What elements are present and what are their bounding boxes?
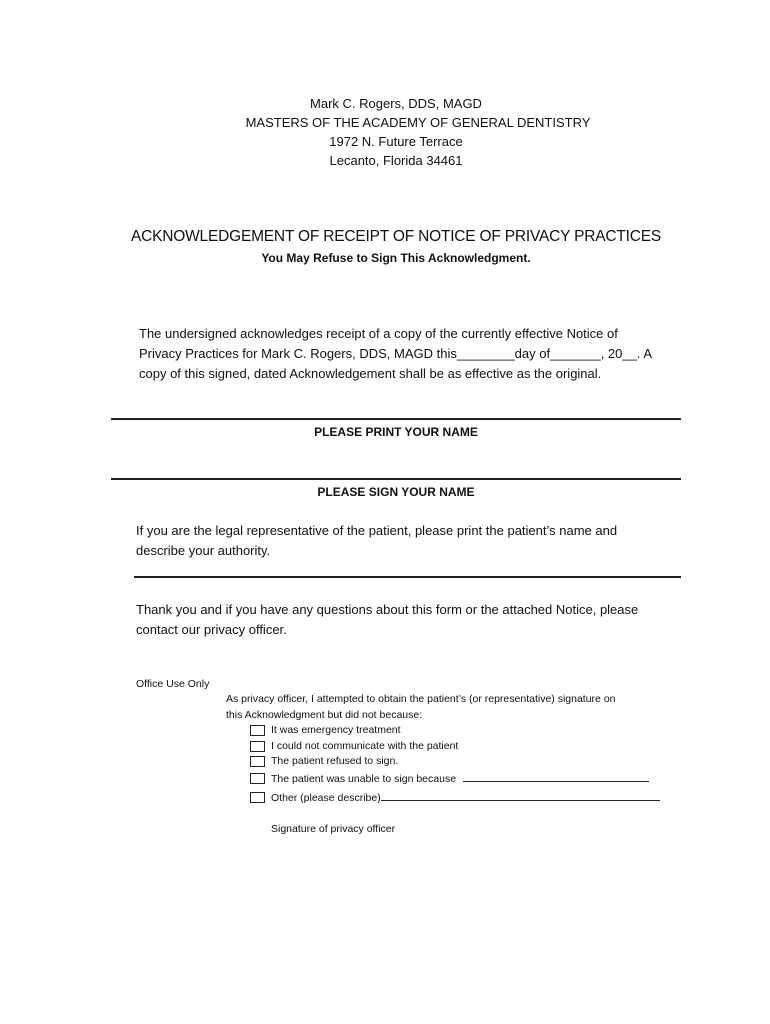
sign-name-line[interactable]	[111, 478, 681, 480]
acknowledgement-line-3: copy of this signed, dated Acknowledgement shall be as effective as the original.	[139, 366, 602, 381]
doctor-credential: MASTERS OF THE ACADEMY OF GENERAL DENTISTRY	[245, 115, 591, 130]
representative-line-2: describe your authority.	[136, 543, 271, 558]
reason-unable-label: The patient was unable to sign because	[271, 773, 457, 785]
print-name-label: PLEASE PRINT YOUR NAME	[314, 425, 478, 439]
office-use-label: Office Use Only	[136, 678, 210, 690]
reason-other-checkbox[interactable]	[250, 792, 265, 803]
reason-other-label: Other (please describe)	[271, 792, 381, 804]
reason-emergency-label: It was emergency treatment	[271, 724, 401, 736]
reason-communicate-label: I could not communicate with the patient	[271, 740, 459, 752]
reason-refused-label: The patient refused to sign.	[271, 755, 399, 767]
privacy-officer-signature-label: Signature of privacy officer	[271, 823, 396, 835]
reason-unable-blank[interactable]	[463, 770, 649, 782]
reason-unable-checkbox[interactable]	[250, 773, 265, 784]
acknowledgement-line-2: Privacy Practices for Mark C. Rogers, DDS, MAGD this________day of_______, 20__. A	[139, 346, 653, 361]
reason-communicate-checkbox[interactable]	[250, 741, 265, 752]
address-city: Lecanto, Florida 34461	[329, 153, 463, 168]
print-name-line[interactable]	[111, 418, 681, 420]
reason-other-blank[interactable]	[381, 789, 660, 801]
thanks-line-1: Thank you and if you have any questions about this form or the attached Notice, please	[136, 602, 639, 617]
office-intro-line-2: this Acknowledgment but did not because:	[226, 709, 423, 721]
reason-emergency-checkbox[interactable]	[250, 725, 265, 736]
address-street: 1972 N. Future Terrace	[329, 134, 463, 149]
document-subtitle: You May Refuse to Sign This Acknowledgment.	[261, 251, 531, 265]
sign-name-label: PLEASE SIGN YOUR NAME	[317, 485, 475, 499]
representative-line-1: If you are the legal representative of the patient, please print the patient’s name and	[136, 523, 618, 538]
doctor-name: Mark C. Rogers, DDS, MAGD	[310, 96, 482, 111]
representative-line[interactable]	[134, 576, 681, 578]
reason-refused-checkbox[interactable]	[250, 756, 265, 767]
document-title: ACKNOWLEDGEMENT OF RECEIPT OF NOTICE OF PRIVACY PRACTICES	[130, 228, 662, 245]
office-intro-line-1: As privacy officer, I attempted to obtain the patient’s (or representative) signature on	[226, 693, 616, 705]
thanks-line-2: contact our privacy officer.	[136, 622, 287, 637]
acknowledgement-line-1: The undersigned acknowledges receipt of a copy of the currently effective Notice of	[139, 326, 618, 341]
